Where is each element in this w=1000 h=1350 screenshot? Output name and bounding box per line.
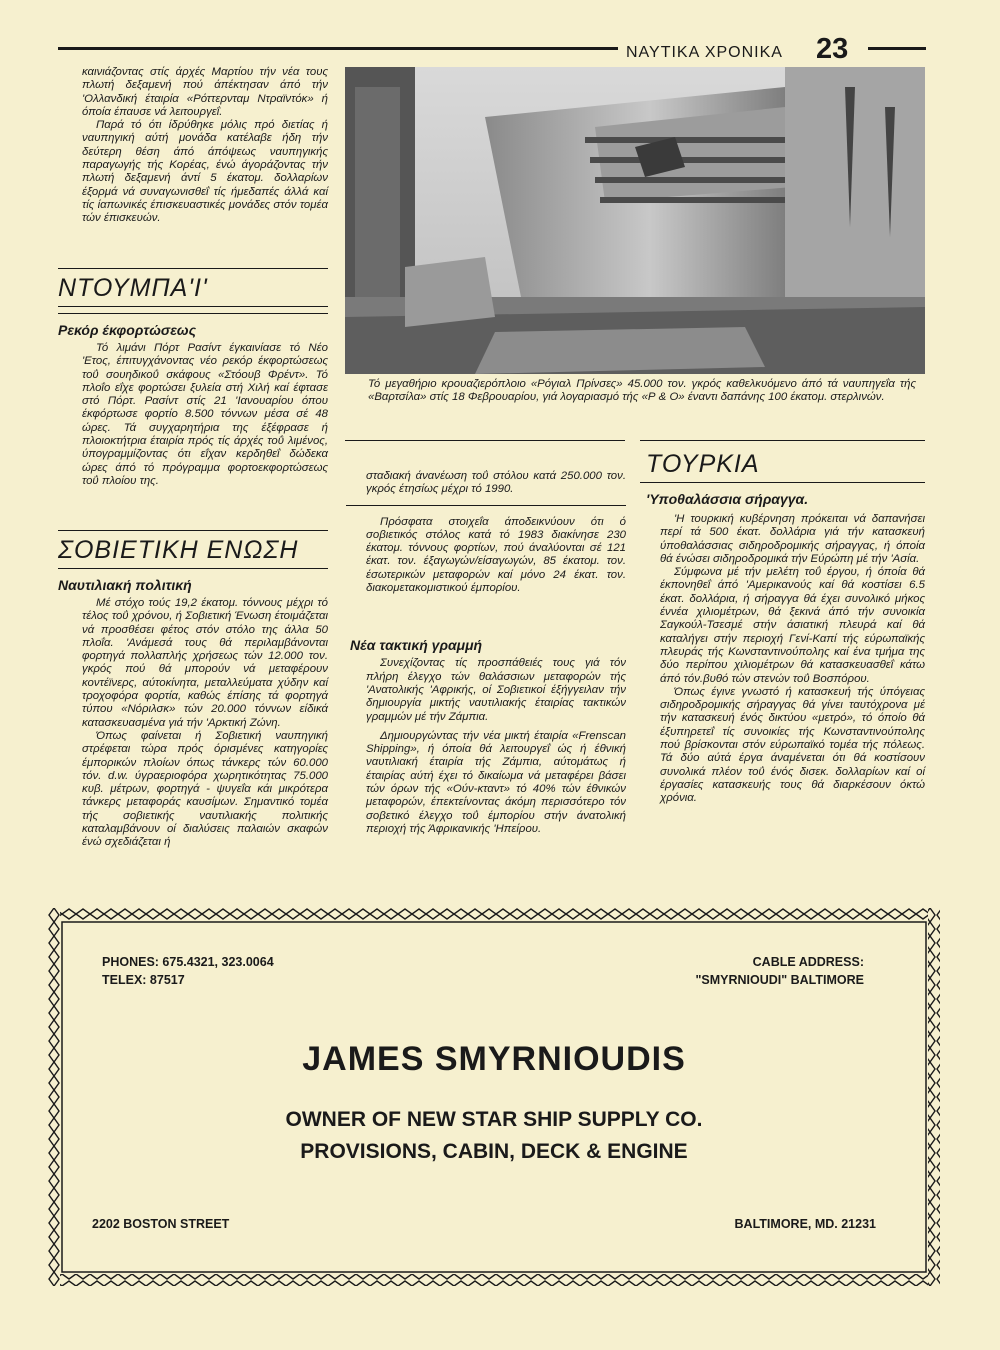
subtitle-dubai: Ρεκόρ έκφορτώσεως [58,322,197,338]
ad-provisions-line: PROVISIONS, CABIN, DECK & ENGINE [300,1140,688,1163]
section-title-dubai: ΝΤΟΥΜΠΑ'Ι' [58,268,328,307]
dubai-body [58,342,328,488]
intro-paragraph: Παρά τό ότι ίδρύθηκε μόλις πρό διετίας ή ναυπηγική αύτή μονάδα κατέλαβε ήδη τήν δεύτερη θέση άπό άπόψεως ναυπηγικής παραγωγής τής Κορέας, ένώ άγοράζοντας τήν πλωτή δεξαμενή άντί 5 έκατομ. δολλαρίων έξορμά νά συναγωνισθεΐ τίς ήμεδαπές άλλά καί τίς ίαπωνικές έπισκευαστικές μονάδες στόν τομέα τών έπισκευών. [82,119,328,225]
soviet-body [58,597,328,850]
dubai-section [58,268,328,488]
subtitle-new-line: Νέα τακτική γραμμή [350,637,483,654]
ad-cable-value: "SMYRNIOUDI" BALTIMORE [695,973,864,987]
ad-address: 2202 BOSTON STREET [92,1217,230,1231]
section-title-soviet: ΣΟΒΙΕΤΙΚΗ ΕΝΩΣΗ [58,530,328,569]
magazine-title: ΝΑΥΤΙΚΑ ΧΡΟΝΙΚΑ [626,44,783,61]
middle-paragraph: Δημιουργώντας τήν νέα μικτή έταιρία «Frenscan Shipping», ή όποία θά λειτουργεΐ ώς ή έθνική ναυτιλιακή έταιρία τής Ζάμπια, αύτομάτως ή έταιρίας αύτή έχει τό δικαίωμα νά μεταφέρει βάσει τών όρων τής «Ούν-κταντ» τό 40% τών έθνικών μεταφορών, έπεκτείνοντας άκόμη περισσότερο τόν σοβετικό έλεγχο τοΰ έμπορίου στήν άνατολική περιοχή τής Άφρικανικής 'Ηπείρου. [366,729,626,835]
header-rule-right [868,47,926,50]
photo-caption [368,378,916,405]
ad-city: BALTIMORE, MD. 21231 [734,1217,876,1231]
photo-caption-text: Τό μεγαθήριο κρουαζιερόπλοιο «Ρόγιαλ Πρίνσες» 45.000 τον. γκρός καθελκυόμενο άπό τά ναυπηγεΐα τής «Βαρτσίλα» στίς 18 Φεβρουαρίου, γιά λογαριασμό τής «Ρ & Ο» έναντι δαπάνης 100 έκατομ. στερλινών. [368,378,916,404]
subtitle-soviet: Ναυτιλιακή πολιτική [58,577,192,593]
middle-paragraph: Πρόσφατα στοιχεΐα άποδεικνύουν ότι ό σοβιετικός στόλος κατά τό 1983 διακίνησε 230 έκατομ. τόννους φορτίων, πού άναλύονται σέ 121 έκατ. τον. έξαγωγών/είσαγωγών, 85 έκατομ. τον. έσωτερικών μεταφορών καί μόνο 24 έκατ. τον. διακομετακομιστικού έμπορίου. [366,515,626,595]
turkey-body [640,513,925,806]
ad-cable-label: CABLE ADDRESS: [752,955,864,969]
middle-body [346,470,626,497]
intro-paragraph: καινιάζοντας στίς άρχές Μαρτίου τήν νέα τους πλωτή δεξαμενή πού άπέκτησαν άπό τήν 'Ολλανδική έταιρία «Ρόττερνταμ Ντραϊντόκ» ή όποία έπαυσε νά λειτουργεΐ. [82,66,328,118]
middle-body-2 [346,516,626,596]
ad-owner-line: OWNER OF NEW STAR SHIP SUPPLY CO. [285,1108,703,1131]
middle-paragraph: Συνεχίζοντας τίς προσπάθειές τους γιά τόν πλήρη έλεγχο τών θαλάσσιων μεταφορών τής 'Ανατολικής 'Αφρικής, οί Σοβιετικοί έξήγγειλαν τήν δημιουργία μικτής ναυτιλιακής έταιρίας τακτικών γραμμών μέ τήν Ζάμπια. [366,657,626,723]
soviet-paragraph: Μέ στόχο τούς 19,2 έκατομ. τόννους μέχρι τό τέλος τοΰ χρόνου, ή Σοβιετική Ένωση έτοιμάζεται νά προσθέσει φέτος στόν στόλο της άλλα 50 πλοΐα. 'Ανάμεσά τους θά περιλαμβάνονται φορτηγά πολλαπλής χρήσεως τών 12.000 τον. γκρός πού θά μπορούν νά μεταφέρουν κοντέϊνερς, αύτοκίνητα, μεταλλεύματα χύδην καί τροχοφόρα φορτία, καθώς έπίσης τά φορτηγά τύπου «Νόριλσκ» τών 20.000 τόννων είδικά κατασκευασμένα γιά τήν 'Αρκτική Ζώνη. [82,597,328,729]
soviet-section [58,530,328,850]
soviet-paragraph: Όπως φαίνεται ή Σοβιετική ναυπηγική στρέφεται τώρα πρός όρισμένες κατηγορίες έμπορικών πλοίων όπως τάνκερς τών 60.000 τόν. d.w. ύγραεριοφόρα χωρητικότητας 75.000 κυβ. μέτρων, φορτηγά - ψυγεΐα κάι μικρότερα τάνκερς μεταφοράς καυσίμων. Σημαντικό τομέα τής σοβιετικής ναυτιλιακής πολιτικής καταλαμβάνουν οί διαλύσεις παλαιών σκαφών ένώ σχεδιάζεται ή [82,729,328,849]
rule-right-top [640,440,925,441]
turkey-paragraph: 'Η τουρκική κυβέρνηση πρόκειται νά δαπανήσει περί τά 500 έκατ. δολλάρια γιά τήν κατασκευή ύποθαλάσσιας σιδηροδρομικής σήραγγας, ή όποία θά ένώσει σιδηροδρομικά τήν Εύρώπη μέ τήν 'Ασία. [660,513,925,565]
ad-company-name: JAMES SMYRNIOUDIS [302,1040,686,1078]
left-intro-article [82,66,328,226]
middle-column [346,470,626,836]
ad-phones: PHONES: 675.4321, 323.0064 [102,955,274,969]
turkey-section [640,445,925,806]
page-number: 23 [816,33,849,65]
header-rule-left [58,47,618,50]
dubai-paragraph: Τό λιμάνι Πόρτ Ρασίντ έγκαινίασε τό Νέο 'Ετος, έπιτυγχάνοντας νέο ρεκόρ έκφορτώσεως τοΰ σουηδικοΰ σκάφους «Στόουβ Φρέντ». Τό πλοΐο εΐχε φορτώσει ξυλεία στή Χιλή καί έφτασε στό Πόρτ. Ρασίντ στίς 21 'Ιανουαρίου όπου έκφόρτωσε φορτίο 8.500 τόννων μέσα σέ 48 ώρες. Τά συγχαρητήρια της έξέφρασε ή πλοιοκτήτρια έταιρία πρός τίς άρχές τοΰ λιμένος, ύπογραμμίζοντας ότι εΐχαν κερδηθεΐ δώδεκα ώρες άπό τό πρόγραμμα φορτοεκφορτώσεως τοΰ πλοίου της. [82,342,328,487]
middle-paragraph: σταδιακή άνανέωση τοΰ στόλου κατά 250.000 τον. γκρός έτησίως μέχρι τό 1990. [366,470,626,496]
subtitle-turkey: 'Υποθαλάσσια σήραγγα. [646,491,809,507]
ship-launch-photo [345,67,925,374]
ad-telex: TELEX: 87517 [102,973,185,987]
turkey-paragraph: Σύμφωνα μέ τήν μελέτη τοΰ έργου, ή όποία θά έκπονηθεΐ άπό 'Αμερικανούς καί θά κοστίσει 6.5 έκατ. δολλάρια, ή σήραγγα θά έχει συνολικό μήκος έννέα χιλιομέτρων, θά ξεκινά άπό τήν συνοικία Σαγκούλ-Τσεσμέ στήν άσιατική πλευρά καί θά καταλήγει στήν περιοχή Γενί-Καπί τής εύρωπαϊκής πλευράς τής Κωνσταντινούπολης καί ένα τμήμα της δύο περίπου χιλιομέτρων θά κατασκευασθεΐ κάτω άπό τόν.βυθό τών στενών τοΰ Βοσπόρου. [660,566,925,685]
turkey-paragraph: Όπως έγινε γνωστό ή κατασκευή τής ύπόγειας σιδηροδρομικής σήραγγας θά γίνει ταυτόχρονα μέ τήν κατασκευή ένός δικτύου «μετρό», τό όποίο θά έξυπηρετεΐ τίς συνοικίες τής Κωνσταντινούπολης πού βρίσκονται στόν εύρωπαϊκό τομέα τής πόλεως. Τά δύο αύτά έργα άναμένεται ότι θά κοστίσουν συνολικά πλέον τοΰ ένός δισεκ. δολλαρίων καί οί έργασίες κατασκευής τους θά διαρκέσουν όκτώ χρόνια. [660,685,925,805]
rule-middle-top [345,440,625,441]
section-title-turkey: ΤΟΥΡΚΙΑ [640,445,925,483]
advertisement [66,926,922,1268]
middle-body-3 [346,657,626,836]
